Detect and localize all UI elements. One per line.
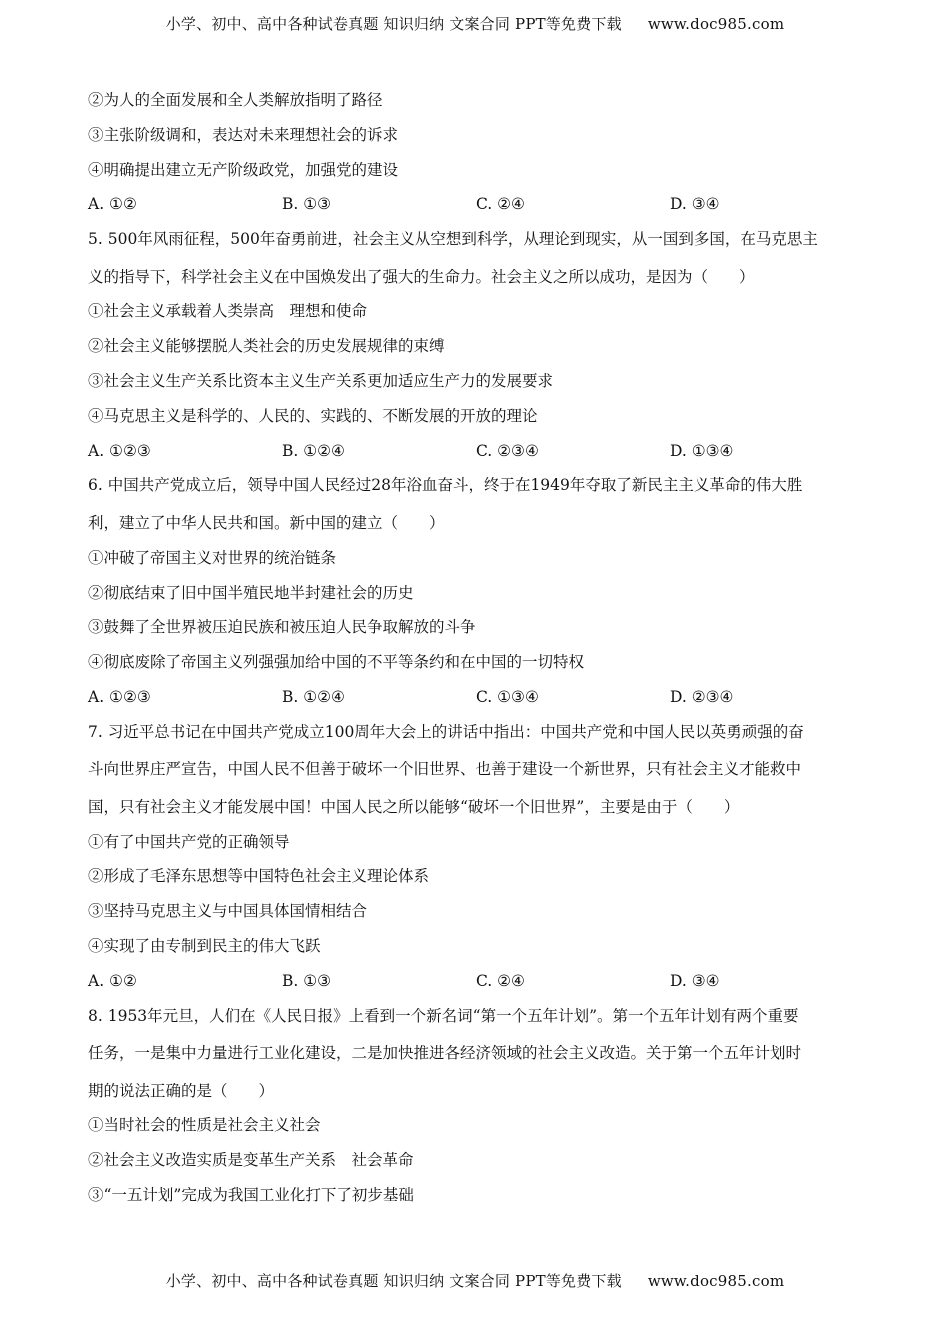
- q5-option-a: A. ①②③: [88, 441, 151, 460]
- q6-item-2: ②彻底结束了旧中国半殖民地半封建社会的历史: [88, 583, 414, 602]
- q8-item-2: ②社会主义改造实质是变革生产关系 社会革命: [88, 1151, 414, 1170]
- q6-item-3: ③鼓舞了全世界被压迫民族和被压迫人民争取解放的斗争: [88, 618, 476, 637]
- q6-stem-line-2: 利，建立了中华人民共和国。新中国的建立（ ）: [88, 513, 445, 532]
- q4-option-d: D. ③④: [670, 195, 720, 214]
- q7-option-c: C. ②④: [476, 971, 525, 990]
- footer-text: 小学、初中、高中各种试卷真题 知识归纳 文案合同 PPT等免费下载: [165, 1272, 622, 1290]
- q5-option-b: B. ①②④: [282, 441, 345, 460]
- q7-options: [88, 969, 864, 1004]
- q8-stem-line-1: 8. 1953年元旦，人们在《人民日报》上看到一个新名词“第一个五年计划”。第一个五年计划有两个重要: [88, 1006, 799, 1025]
- q7-stem-line-1: 7. 习近平总书记在中国共产党成立100周年大会上的讲话中指出：中国共产党和中国人民以英勇顽强的奋: [88, 722, 804, 741]
- q7-item-1: ①有了中国共产党的正确领导: [88, 832, 290, 851]
- q5-item-3: ③社会主义生产关系比资本主义生产关系更加适应生产力的发展要求: [88, 372, 554, 391]
- footer-site-link[interactable]: www.doc985.com: [647, 1272, 785, 1290]
- q6-option-d: D. ②③④: [670, 687, 734, 706]
- q6-item-1: ①冲破了帝国主义对世界的统治链条: [88, 548, 337, 567]
- q8-stem-line-2: 任务，一是集中力量进行工业化建设，二是加快推进各经济领域的社会主义改造。关于第一个五年计划时: [88, 1044, 802, 1063]
- q4-option-c: C. ②④: [476, 195, 525, 214]
- q8-stem-line-3: 期的说法正确的是（ ）: [88, 1081, 275, 1100]
- q5-option-d: D. ①③④: [670, 441, 734, 460]
- q4-item-4: ④明确提出建立无产阶级政党，加强党的建设: [88, 160, 399, 179]
- q5-item-1: ①社会主义承载着人类崇高 理想和使命: [88, 302, 368, 321]
- question-5: [88, 227, 864, 473]
- q4-option-a: A. ①②: [88, 195, 137, 214]
- question-7: [88, 720, 864, 1004]
- q7-option-d: D. ③④: [670, 971, 720, 990]
- q8-item-3: ③“一五计划”完成为我国工业化打下了初步基础: [88, 1185, 414, 1204]
- page-header: [0, 13, 950, 34]
- q5-options: [88, 439, 864, 474]
- question-8: [88, 1004, 864, 1218]
- q7-item-3: ③坚持马克思主义与中国具体国情相结合: [88, 902, 368, 921]
- q4-item-2: ②为人的全面发展和全人类解放指明了路径: [88, 91, 383, 109]
- q7-stem-line-3: 国，只有社会主义才能发展中国！中国人民之所以能够“破坏一个旧世界”，主要是由于（ ）: [88, 797, 740, 816]
- q6-option-b: B. ①②④: [282, 687, 345, 706]
- q4-option-b: B. ①③: [282, 195, 332, 214]
- q7-option-a: A. ①②: [88, 971, 137, 990]
- q5-option-c: C. ②③④: [476, 441, 539, 460]
- q5-stem-line-1: 5. 500年风雨征程，500年奋勇前进，社会主义从空想到科学，从理论到现实，从一国到多国，在马克思主: [88, 230, 818, 249]
- question-6: [88, 473, 864, 719]
- q6-item-4: ④彻底废除了帝国主义列强强加给中国的不平等条约和在中国的一切特权: [88, 653, 585, 672]
- q7-option-b: B. ①③: [282, 971, 332, 990]
- q7-item-4: ④实现了由专制到民主的伟大飞跃: [88, 936, 321, 955]
- page-footer: [0, 1270, 950, 1291]
- q6-stem-line-1: 6. 中国共产党成立后，领导中国人民经过28年浴血奋斗，终于在1949年夺取了新民主主义革命的伟大胜: [88, 476, 803, 495]
- q5-item-4: ④马克思主义是科学的、人民的、实践的、不断发展的开放的理论: [88, 406, 538, 425]
- q6-option-c: C. ①③④: [476, 687, 539, 706]
- q4-options: [88, 192, 864, 227]
- q8-item-1: ①当时社会的性质是社会主义社会: [88, 1116, 321, 1135]
- q4-item-3: ③主张阶级调和，表达对未来理想社会的诉求: [88, 125, 399, 144]
- q6-options: [88, 685, 864, 720]
- q7-item-2: ②形成了毛泽东思想等中国特色社会主义理论体系: [88, 867, 430, 886]
- exam-content: [88, 88, 864, 1218]
- header-text: 小学、初中、高中各种试卷真题 知识归纳 文案合同 PPT等免费下载: [165, 15, 622, 33]
- q5-item-2: ②社会主义能够摆脱人类社会的历史发展规律的束缚: [88, 337, 445, 356]
- q5-stem-line-2: 义的指导下，科学社会主义在中国焕发出了强大的生命力。社会主义之所以成功，是因为（ ）: [88, 267, 755, 286]
- q6-option-a: A. ①②③: [88, 687, 151, 706]
- header-site-link[interactable]: www.doc985.com: [647, 15, 785, 33]
- q7-stem-line-2: 斗向世界庄严宣告，中国人民不但善于破坏一个旧世界、也善于建设一个新世界，只有社会主义才能救中: [88, 760, 802, 779]
- question-4: [88, 88, 864, 227]
